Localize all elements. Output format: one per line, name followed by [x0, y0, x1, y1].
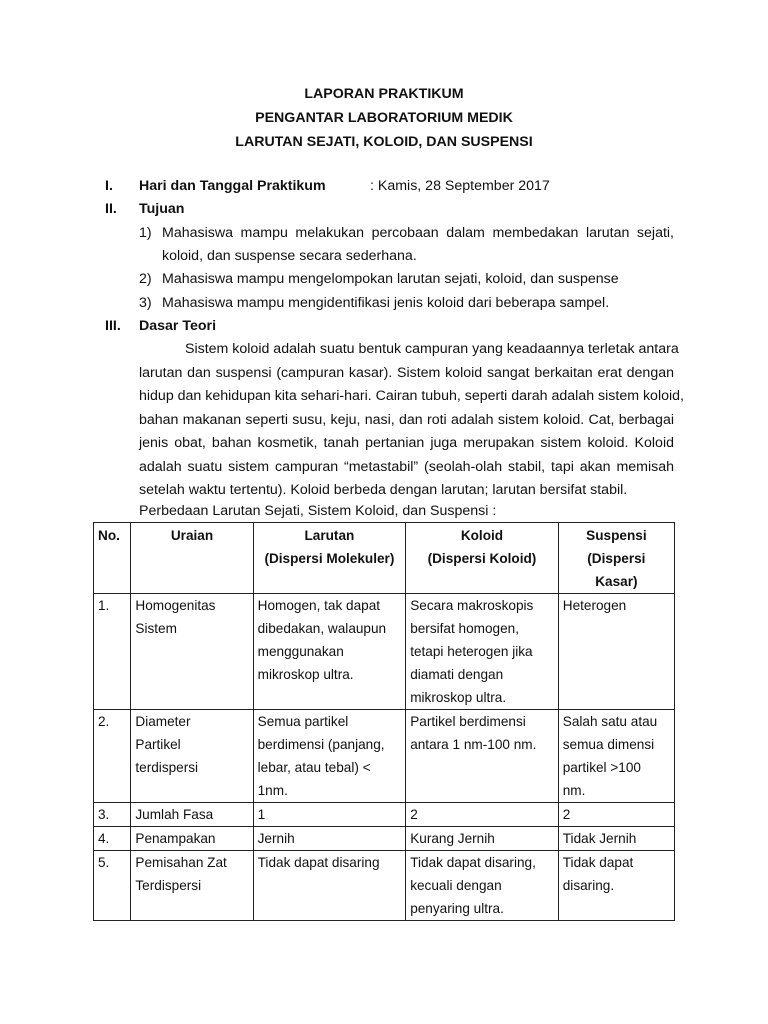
cell-line: terdispersi	[135, 760, 199, 775]
header-suspensi: Suspensi (Dispersi Kasar)	[558, 523, 674, 594]
cell-line: 1	[257, 807, 266, 822]
table-row	[94, 803, 675, 827]
cell-line: tetapi heterogen jika	[410, 644, 533, 659]
objective-item-2: 2) Mahasiswa mampu mengelompokan larutan sejati, koloid, dan suspense	[139, 271, 619, 287]
header-no: No.	[94, 523, 131, 594]
practicum-date: : Kamis, 28 September 2017	[370, 178, 550, 194]
table-cell-uraian	[131, 827, 253, 851]
theory-line: jenis obat, bahan kosmetik, tanah pertanian juga merupakan sistem koloid. Koloid	[139, 435, 674, 451]
cell-line: Kurang Jernih	[410, 831, 495, 846]
section-1-label: Hari dan Tanggal Praktikum	[139, 178, 326, 194]
table-row	[94, 710, 675, 803]
cell-line: menggunakan	[257, 644, 344, 659]
cell-line: Tidak dapat disaring,	[410, 855, 536, 870]
table-row	[94, 827, 675, 851]
cell-line: mikroskop ultra.	[410, 690, 507, 705]
cell-line: Diameter	[135, 714, 191, 729]
section-2-number: II.	[105, 201, 117, 217]
cell-line: Jernih	[257, 831, 295, 846]
cell-line: 4.	[98, 831, 110, 846]
theory-line: adalah suatu sistem campuran “metastabil” (seolah-olah stabil, tapi akan memisah	[139, 458, 674, 475]
cell-line: lebar, atau tebal) <	[257, 760, 371, 775]
theory-paragraph	[139, 338, 684, 503]
cell-line: dibedakan, walaupun	[257, 621, 387, 636]
table-cell-no	[94, 594, 131, 710]
table-cell-koloid	[406, 710, 559, 803]
table-cell-suspensi	[558, 851, 674, 921]
cell-line: Partikel berdimensi	[410, 714, 526, 729]
cell-line: 2.	[98, 714, 110, 729]
cell-line: Pemisahan Zat	[135, 855, 227, 870]
cell-line: berdimensi (panjang,	[257, 737, 385, 752]
cell-line: mikroskop ultra.	[257, 667, 354, 682]
objective-item-1: 1) Mahasiswa mampu melakukan percobaan dalam membedakan larutan sejati, koloid, dan suspense secara sederhana.	[139, 225, 674, 264]
objective-item-3: 3) Mahasiswa mampu mengidentifikasi jenis koloid dari beberapa sampel.	[139, 295, 610, 311]
table-row	[94, 851, 675, 921]
cell-line: Partikel	[135, 737, 181, 752]
table-cell-koloid	[406, 851, 559, 921]
cell-line: Tidak dapat	[562, 855, 634, 870]
cell-line: bersifat homogen,	[410, 621, 520, 636]
table-cell-larutan	[253, 803, 406, 827]
theory-line: hidup dan kehidupan kita sehari-hari. Cairan tubuh, seperti darah adalah sistem koloid,	[139, 388, 684, 404]
cell-line: partikel >100	[562, 760, 641, 775]
table-header-row	[94, 523, 675, 594]
course-title: PENGANTAR LABORATORIUM MEDIK	[255, 110, 513, 126]
table-cell-suspensi	[558, 710, 674, 803]
cell-line: Jumlah Fasa	[135, 807, 214, 822]
cell-line: semua dimensi	[562, 737, 655, 752]
cell-line: 1.	[98, 598, 110, 613]
section-1-number: I.	[105, 178, 113, 194]
table-cell-larutan	[253, 827, 406, 851]
theory-line: bahan makanan seperti susu, keju, nasi, dan roti adalah sistem koloid. Cat, berbagai	[139, 411, 674, 428]
table-cell-koloid	[406, 803, 559, 827]
table-cell-koloid	[406, 827, 559, 851]
table-cell-no	[94, 803, 131, 827]
header-larutan: Larutan (Dispersi Molekuler)	[253, 523, 406, 594]
cell-line: Homogen, tak dapat	[257, 598, 381, 613]
theory-line: larutan dan suspensi (campuran kasar). Sistem koloid sangat berkaitan erat dengan	[139, 364, 674, 381]
table-cell-koloid	[406, 594, 559, 710]
cell-line: diamati dengan	[410, 667, 504, 682]
comparison-table	[93, 522, 675, 921]
cell-line: disaring.	[562, 878, 615, 893]
report-title-block	[0, 82, 768, 154]
cell-line: Tidak Jernih	[562, 831, 637, 846]
table-cell-uraian	[131, 803, 253, 827]
topic-title: LARUTAN SEJATI, KOLOID, DAN SUSPENSI	[235, 134, 533, 150]
cell-line: Heterogen	[562, 598, 627, 613]
cell-line: 2	[562, 807, 571, 822]
cell-line: Penampakan	[135, 831, 216, 846]
cell-line: penyaring ultra.	[410, 901, 504, 916]
cell-line: 1nm.	[257, 783, 288, 798]
cell-line: Secara makroskopis	[410, 598, 534, 613]
section-3-number: III.	[105, 318, 121, 334]
header-koloid: Koloid (Dispersi Koloid)	[406, 523, 559, 594]
header-uraian: Uraian	[131, 523, 253, 594]
table-cell-no	[94, 710, 131, 803]
table-cell-suspensi	[558, 594, 674, 710]
cell-line: Semua partikel	[257, 714, 349, 729]
cell-line: nm.	[562, 783, 586, 798]
theory-line: setelah waktu tertentu). Koloid berbeda dengan larutan; larutan bersifat stabil.	[139, 482, 628, 498]
cell-line: Sistem	[135, 621, 177, 636]
cell-line: 2	[410, 807, 418, 822]
table-cell-larutan	[253, 710, 406, 803]
section-3-label: Dasar Teori	[139, 318, 217, 334]
cell-line: Terdispersi	[135, 878, 202, 893]
table-cell-suspensi	[558, 803, 674, 827]
cell-line: kecuali dengan	[410, 878, 502, 893]
cell-line: Tidak dapat disaring	[257, 855, 380, 870]
table-cell-suspensi	[558, 827, 674, 851]
section-2-label: Tujuan	[139, 201, 185, 217]
table-cell-larutan	[253, 851, 406, 921]
report-title: LAPORAN PRAKTIKUM	[304, 86, 464, 102]
table-cell-no	[94, 851, 131, 921]
table-caption: Perbedaan Larutan Sejati, Sistem Koloid, dan Suspensi :	[139, 503, 497, 519]
table-cell-larutan	[253, 594, 406, 710]
cell-line: antara 1 nm-100 nm.	[410, 737, 537, 752]
cell-line: 5.	[98, 855, 110, 870]
cell-line: Salah satu atau	[562, 714, 658, 729]
table-cell-uraian	[131, 710, 253, 803]
cell-line: Homogenitas	[135, 598, 216, 613]
table-row	[94, 594, 675, 710]
table-cell-no	[94, 827, 131, 851]
table-cell-uraian	[131, 594, 253, 710]
table-cell-uraian	[131, 851, 253, 921]
theory-line: Sistem koloid adalah suatu bentuk campuran yang keadaannya terletak antara	[185, 341, 679, 357]
cell-line: 3.	[98, 807, 110, 822]
